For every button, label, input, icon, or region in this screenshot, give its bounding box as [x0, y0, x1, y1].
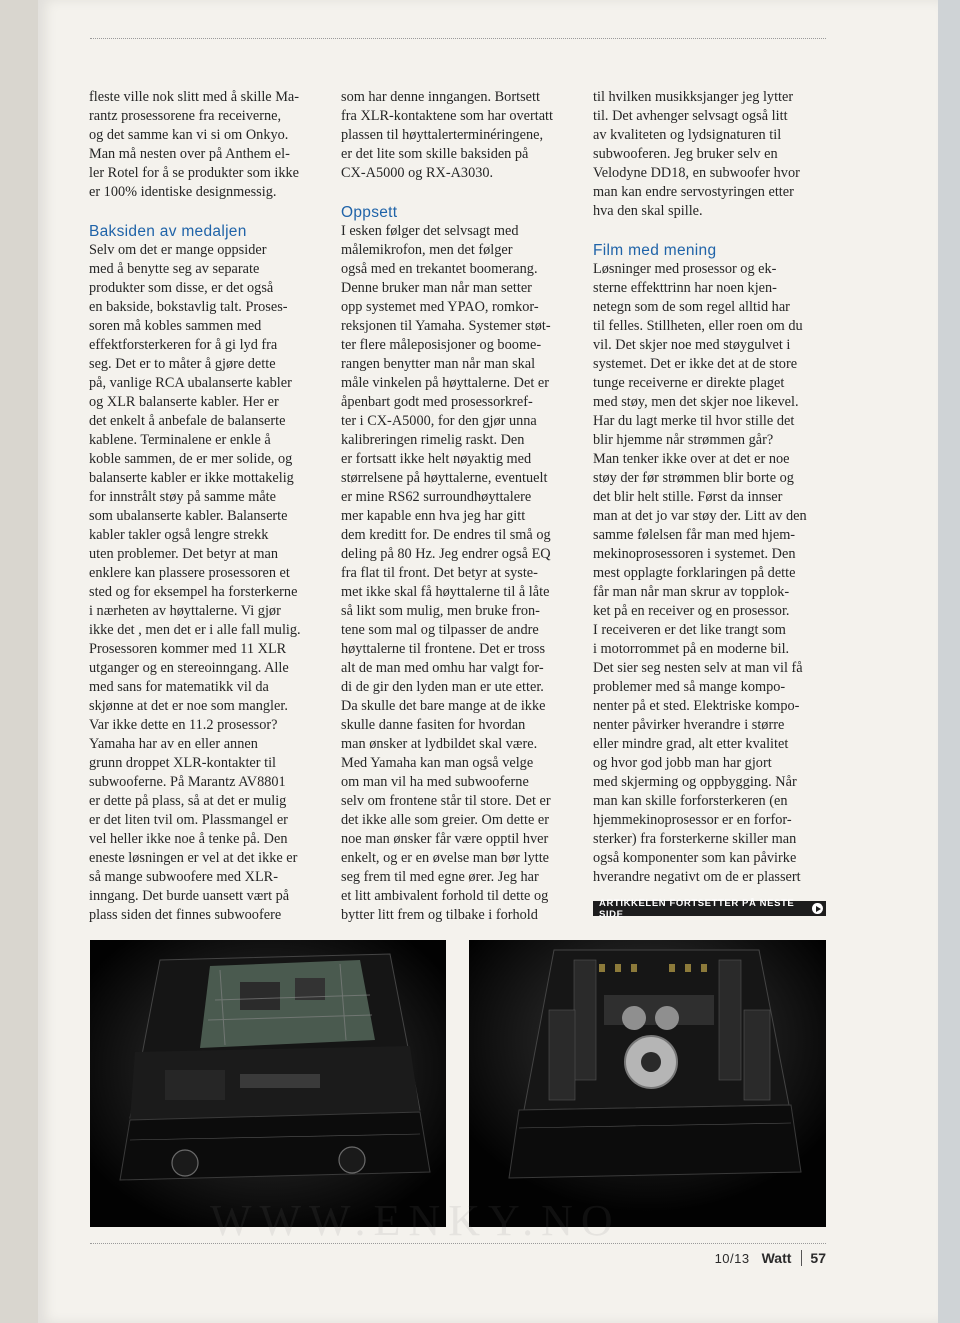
paragraph: som har denne inngangen. Bortsett fra XLR-kontaktene som har overtatt plassen til høyttalerterminéringene, er det lite som skille baksiden på CX-A5000 og RX-A3030. — [341, 89, 553, 181]
adjacent-page-edge — [938, 0, 960, 1323]
continue-banner — [593, 897, 826, 920]
magazine-name: Watt — [761, 1250, 792, 1266]
text-column-1 — [89, 88, 321, 925]
top-dotted-rule — [90, 38, 826, 39]
paragraph: Selv om det er mange oppsider med å benytte seg av separate produkter som disse, er det også en bakside, bokstavlig talt. Proses- soren må kobles sammen med effektforsterkeren for å gi lyd fra seg. Det er to måter å gjøre dette på, vanlige RCA ubalanserte kabler og XLR balanserte kabler. Her er det enkelt å anbefale de balanserte kablene. Terminalene er enkle å koble sammen, de er mer solide, og balanserte kabler er ikke mottakelig for innstrålt støy på samme måte som ubalanserte kabler. Balanserte kabler takler også lengre strekk uten problemer. Det betyr at man enklere kan plassere prosessoren et sted og for eksempel ha forsterkerne i nærheten av høyttalerne. Vi gjør ikke det , men det er i alle fall mulig. Prosessoren kommer med 11 XLR utganger og en stereoinngang. Alle med sans for matematikk vil da skjønne at det er noe som mangler. Var ikke dette en 11.2 prosessor? Yamaha har av en eller annen grunn droppet XLR-kontakter til subwooferne. På Marantz AV8801 er dette på plass, så at det er mulig er det liten tvil om. Plassmangel er vel heller ikke noe å tenke på. Den eneste løsningen er vel at det ikke er så mange subwoofere med XLR- inngang. Det burde uansett vært på plass siden det finnes subwoofere — [89, 242, 301, 923]
section-heading: Film med mening — [593, 242, 717, 259]
text-column-3 — [593, 88, 825, 887]
page-footer — [715, 1250, 826, 1266]
paragraph: fleste ville nok slitt med å skille Ma- rantz prosessorene fra receiverne, og det samme kan vi si om Onkyo. Man må nesten over på Anthem el- ler Rotel for å se produkter som ikke er 100% identiske designmessig. — [89, 89, 300, 200]
issue-number: 10/13 — [714, 1250, 750, 1266]
paragraph: I esken følger det selvsagt med målemikrofon, men det følger også med en trekantet boomerang. Denne bruker man når man setter opp systemet med YPAO, romkor- reksjonen til Yamaha. Systemer støt- ter flere måleposisjoner og boome- rangen benytter man når man skal måle vinkelen på høyttalerne. Det er åpenbart godt med prosessorkref- ter i CX-A5000, for den gjør unna kalibreringen rimelig raskt. Den er fortsatt ikke helt nøyaktig med størrelsene på høyttalerne, eventuelt er mine RS62 surroundhøyttalere mer kapable enn hva jeg har gitt dem kreditt for. De endres til små og deling på 80 Hz. Jeg endrer også EQ fra flat til front. Det betyr at syste- met ikke skal få høyttalerne til å låte så likt som mulig, men bruke fron- tene som mal og tilpasser de andre høyttalerne til frontene. Det er tross alt de man med omhu har valgt for- di de gir den lyden man er ute etter. Da skulle det bare mange at de ikke skulle danne fasiten for hvordan man ønsker at lydbildet skal være. Med Yamaha kan man også velge om man vil ha med subwooferne selv om frontene står til store. Det er det ikke alle som greier. Om dette er noe man ønsker får være opptil hver enkelt, og er en øvelse man bør lytte seg frem til med egne ører. Jeg har et litt ambivalent forhold til dette og bytter litt frem og tilbake i forhold — [341, 223, 551, 923]
processor-interior-photo — [90, 940, 446, 1227]
section-heading: Oppsett — [341, 204, 398, 221]
watermark: WWW.ENKY.NO — [210, 1196, 621, 1245]
bottom-dotted-rule — [90, 1243, 826, 1244]
text-column-2 — [341, 88, 573, 925]
amplifier-interior-image — [469, 940, 826, 1227]
paragraph: Løsninger med prosessor og ek- sterne effekttrinn har noen kjen- netegn som de som regel alltid har til felles. Stillheten, eller roen om du vil. Det skjer noe med støygulvet i systemet. Det er ikke det at de store tunge receiverne er direkte plaget med støy, men det skjer noe likevel. Har du lagt merke til hvor stille det blir hjemme når strømmen går? Man tenker ikke over at det er noe støy der før strømmen blir borte og det blir helt stille. Først da innser man at det jo var støy der. Litt av den samme følelsen får man med hjem- mekinoprosessoren i systemet. Den mest opplagte forklaringen på dette får man når man skrur av topplok- ket på en receiver og en prosessor. I receiveren er det like trangt som i motorrommet på en moderne bil. Det sier seg nesten selv at man vil få problemer med så mange kompo- nenter på et sted. Elektriske kompo- nenter påvirker hverandre i større eller mindre grad, alt etter kvalitet og hvor god jobb man har gjort med skjerming og oppbygging. Når man kan skille forforsterkeren (en hjemmekinoprosessor er en forfor- sterker) fra forsterkerne skiller man også komponenter som kan påvirke hverandre negativt om de er plassert — [593, 261, 807, 885]
amplifier-interior-photo — [469, 940, 826, 1227]
footer-divider — [801, 1250, 802, 1266]
arrow-right-icon — [812, 903, 823, 914]
continue-label: ARTIKKELEN FORTSETTER PÅ NESTE SIDE — [599, 897, 795, 920]
processor-interior-image — [90, 940, 446, 1227]
section-heading: Baksiden av medaljen — [89, 223, 247, 240]
page-number: 57 — [810, 1250, 826, 1266]
paragraph: til hvilken musikksjanger jeg lytter til. Det avhenger selvsagt også litt av kvaliteten og lydsignaturen til subwooferen. Jeg bruker selv en Velodyne DD18, en subwoofer hvor man kan endre servostyringen etter hva den skal spille. — [593, 89, 800, 219]
